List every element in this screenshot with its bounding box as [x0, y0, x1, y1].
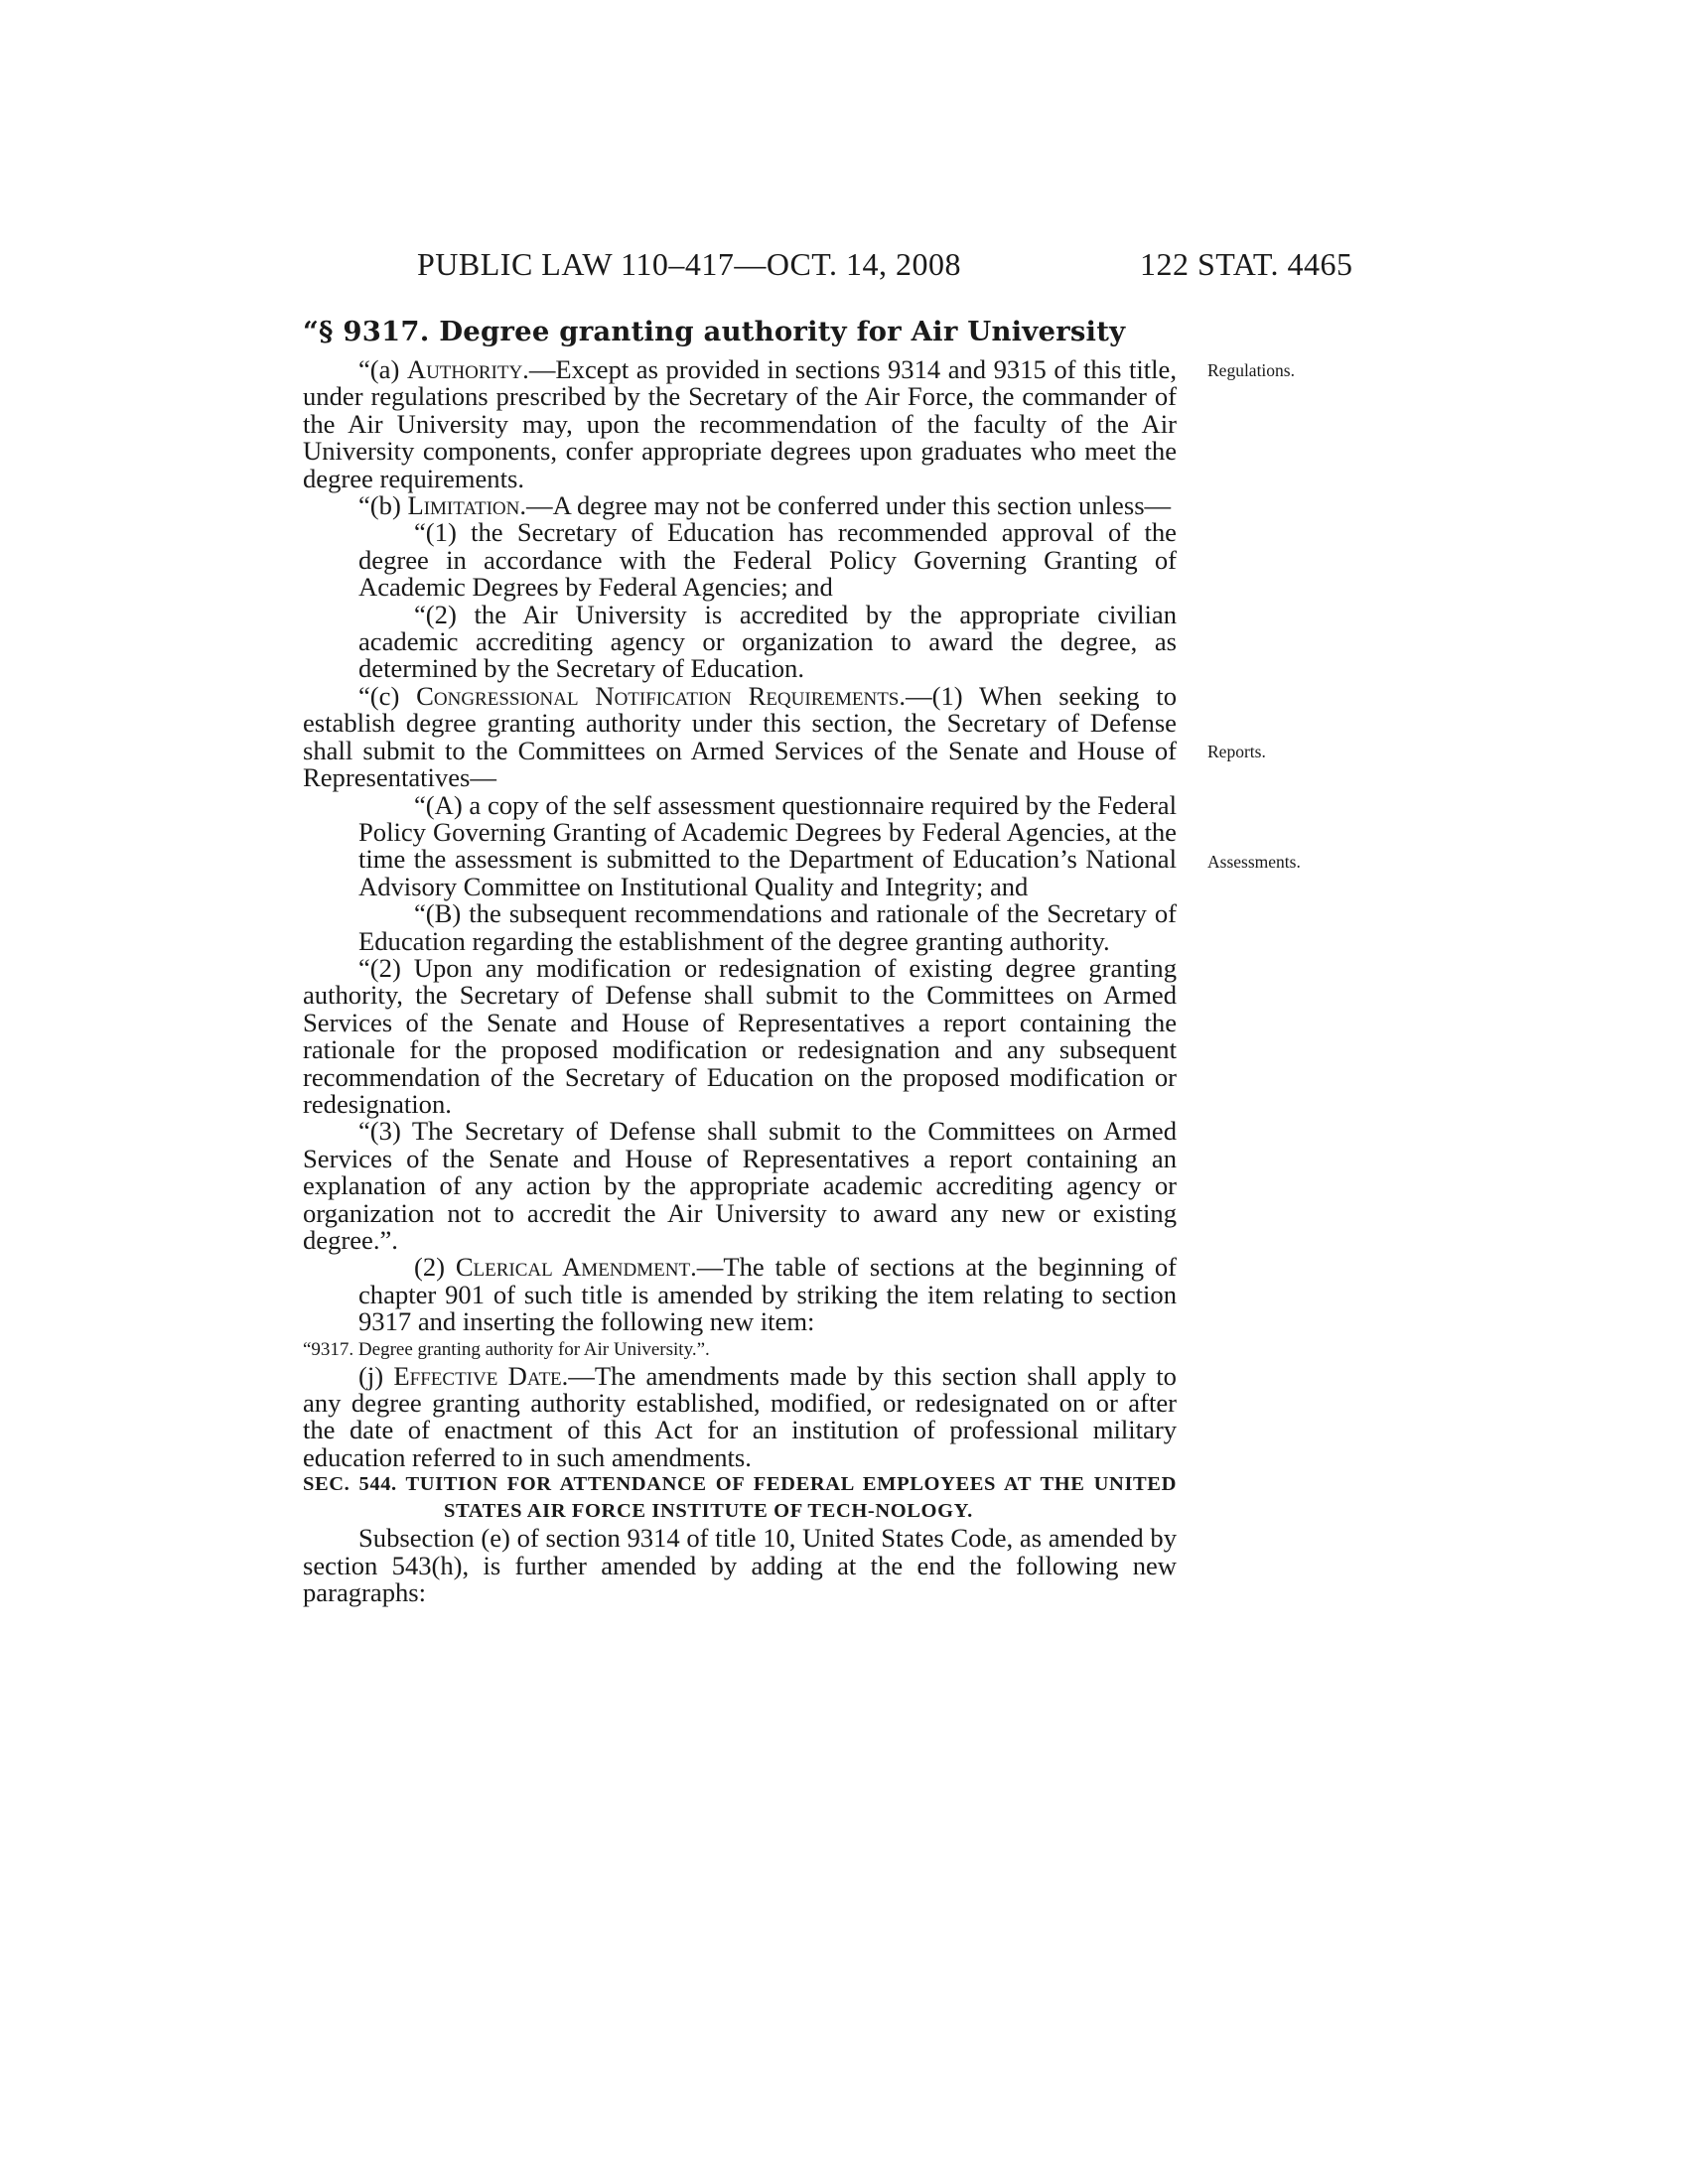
paragraph-b: “(b) Limitation.—A degree may not be conferred under this section unless—	[358, 490, 1172, 521]
running-header-page: 122 STAT. 4465	[1140, 246, 1353, 282]
running-header-title: PUBLIC LAW 110–417—OCT. 14, 2008	[417, 246, 961, 282]
paragraph-b1: “(1) the Secretary of Education has recommended approval of the degree in accordance with the Federal Policy Governing Granting of Academic Degrees by Federal Agencies; and	[358, 517, 1177, 603]
section-544-heading: SEC. 544. TUITION FOR ATTENDANCE OF FEDERAL EMPLOYEES AT THE UNITED STATES AIR FORCE INSTITUTE OF TECH-NOLOGY.	[303, 1473, 1177, 1523]
paragraph-c3: “(3) The Secretary of Defense shall submit to the Committees on Armed Services of the Senate and House of Representatives a report containing an explanation of any action by the appropriate academic accrediting agency or organization not to accredit the Air University to award any new or existing degree.”.	[303, 1116, 1177, 1255]
paragraph-j: (j) Effective Date.—The amendments made by this section shall apply to any degree granting authority established, modified, or redesignated on or after the date of enactment of this Act for an institution of professional military education referred to in such amendments.	[303, 1360, 1177, 1472]
margin-note-assessments: Assessments.	[1207, 852, 1301, 872]
paragraph-c2: “(2) Upon any modification or redesignation of existing degree granting authority, the Secretary of Defense shall submit to the Committees on Armed Services of the Senate and House of Representatives a report containing the rationale for the proposed modification or redesignation and any subsequent recommendation of the Secretary of Education on the proposed modification or redesignation.	[303, 952, 1177, 1119]
paragraph-c-a: “(A) a copy of the self assessment questionnaire required by the Federal Policy Governing Granting of Academic Degrees by Federal Agencies, at the time the assessment is submitted to the Department of Education’s National Advisory Committee on Institutional Quality and Integrity; and	[358, 789, 1177, 901]
margin-note-reports: Reports.	[1207, 742, 1266, 761]
paragraph-b2: “(2) the Air University is accredited by the appropriate civilian academic accrediting agency or organization to award the degree, as determined by the Secretary of Education.	[358, 599, 1177, 684]
table-of-sections-item: “9317. Degree granting authority for Air University.”.	[303, 1338, 710, 1360]
margin-note-regulations: Regulations.	[1207, 360, 1295, 380]
paragraph-a: “(a) Authority.—Except as provided in sections 9314 and 9315 of this title, under regulations prescribed by the Secretary of the Air Force, the commander of the Air University may, upon the recommendation of the faculty of the Air University components, confer appropriate degrees upon graduates who meet the degree requirements.	[303, 354, 1177, 493]
paragraph-c: “(c) Congressional Notification Requirements.—(1) When seeking to establish degree granting authority under this section, the Secretary of Defense shall submit to the Committees on Armed Services of the Senate and House of Representatives—	[303, 680, 1177, 793]
paragraph-clerical-amendment: (2) Clerical Amendment.—The table of sections at the beginning of chapter 901 of such title is amended by striking the item relating to section 9317 and inserting the following new item:	[358, 1252, 1177, 1337]
section-heading: “§ 9317. Degree granting authority for Air University	[303, 316, 1126, 347]
section-544-text: Subsection (e) of section 9314 of title 10, United States Code, as amended by section 543(h), is further amended by adding at the end the following new paragraphs:	[303, 1523, 1177, 1608]
body-text	[303, 356, 1177, 1606]
paragraph-c-b: “(B) the subsequent recommendations and rationale of the Secretary of Education regarding the establishment of the degree granting authority.	[358, 898, 1177, 956]
